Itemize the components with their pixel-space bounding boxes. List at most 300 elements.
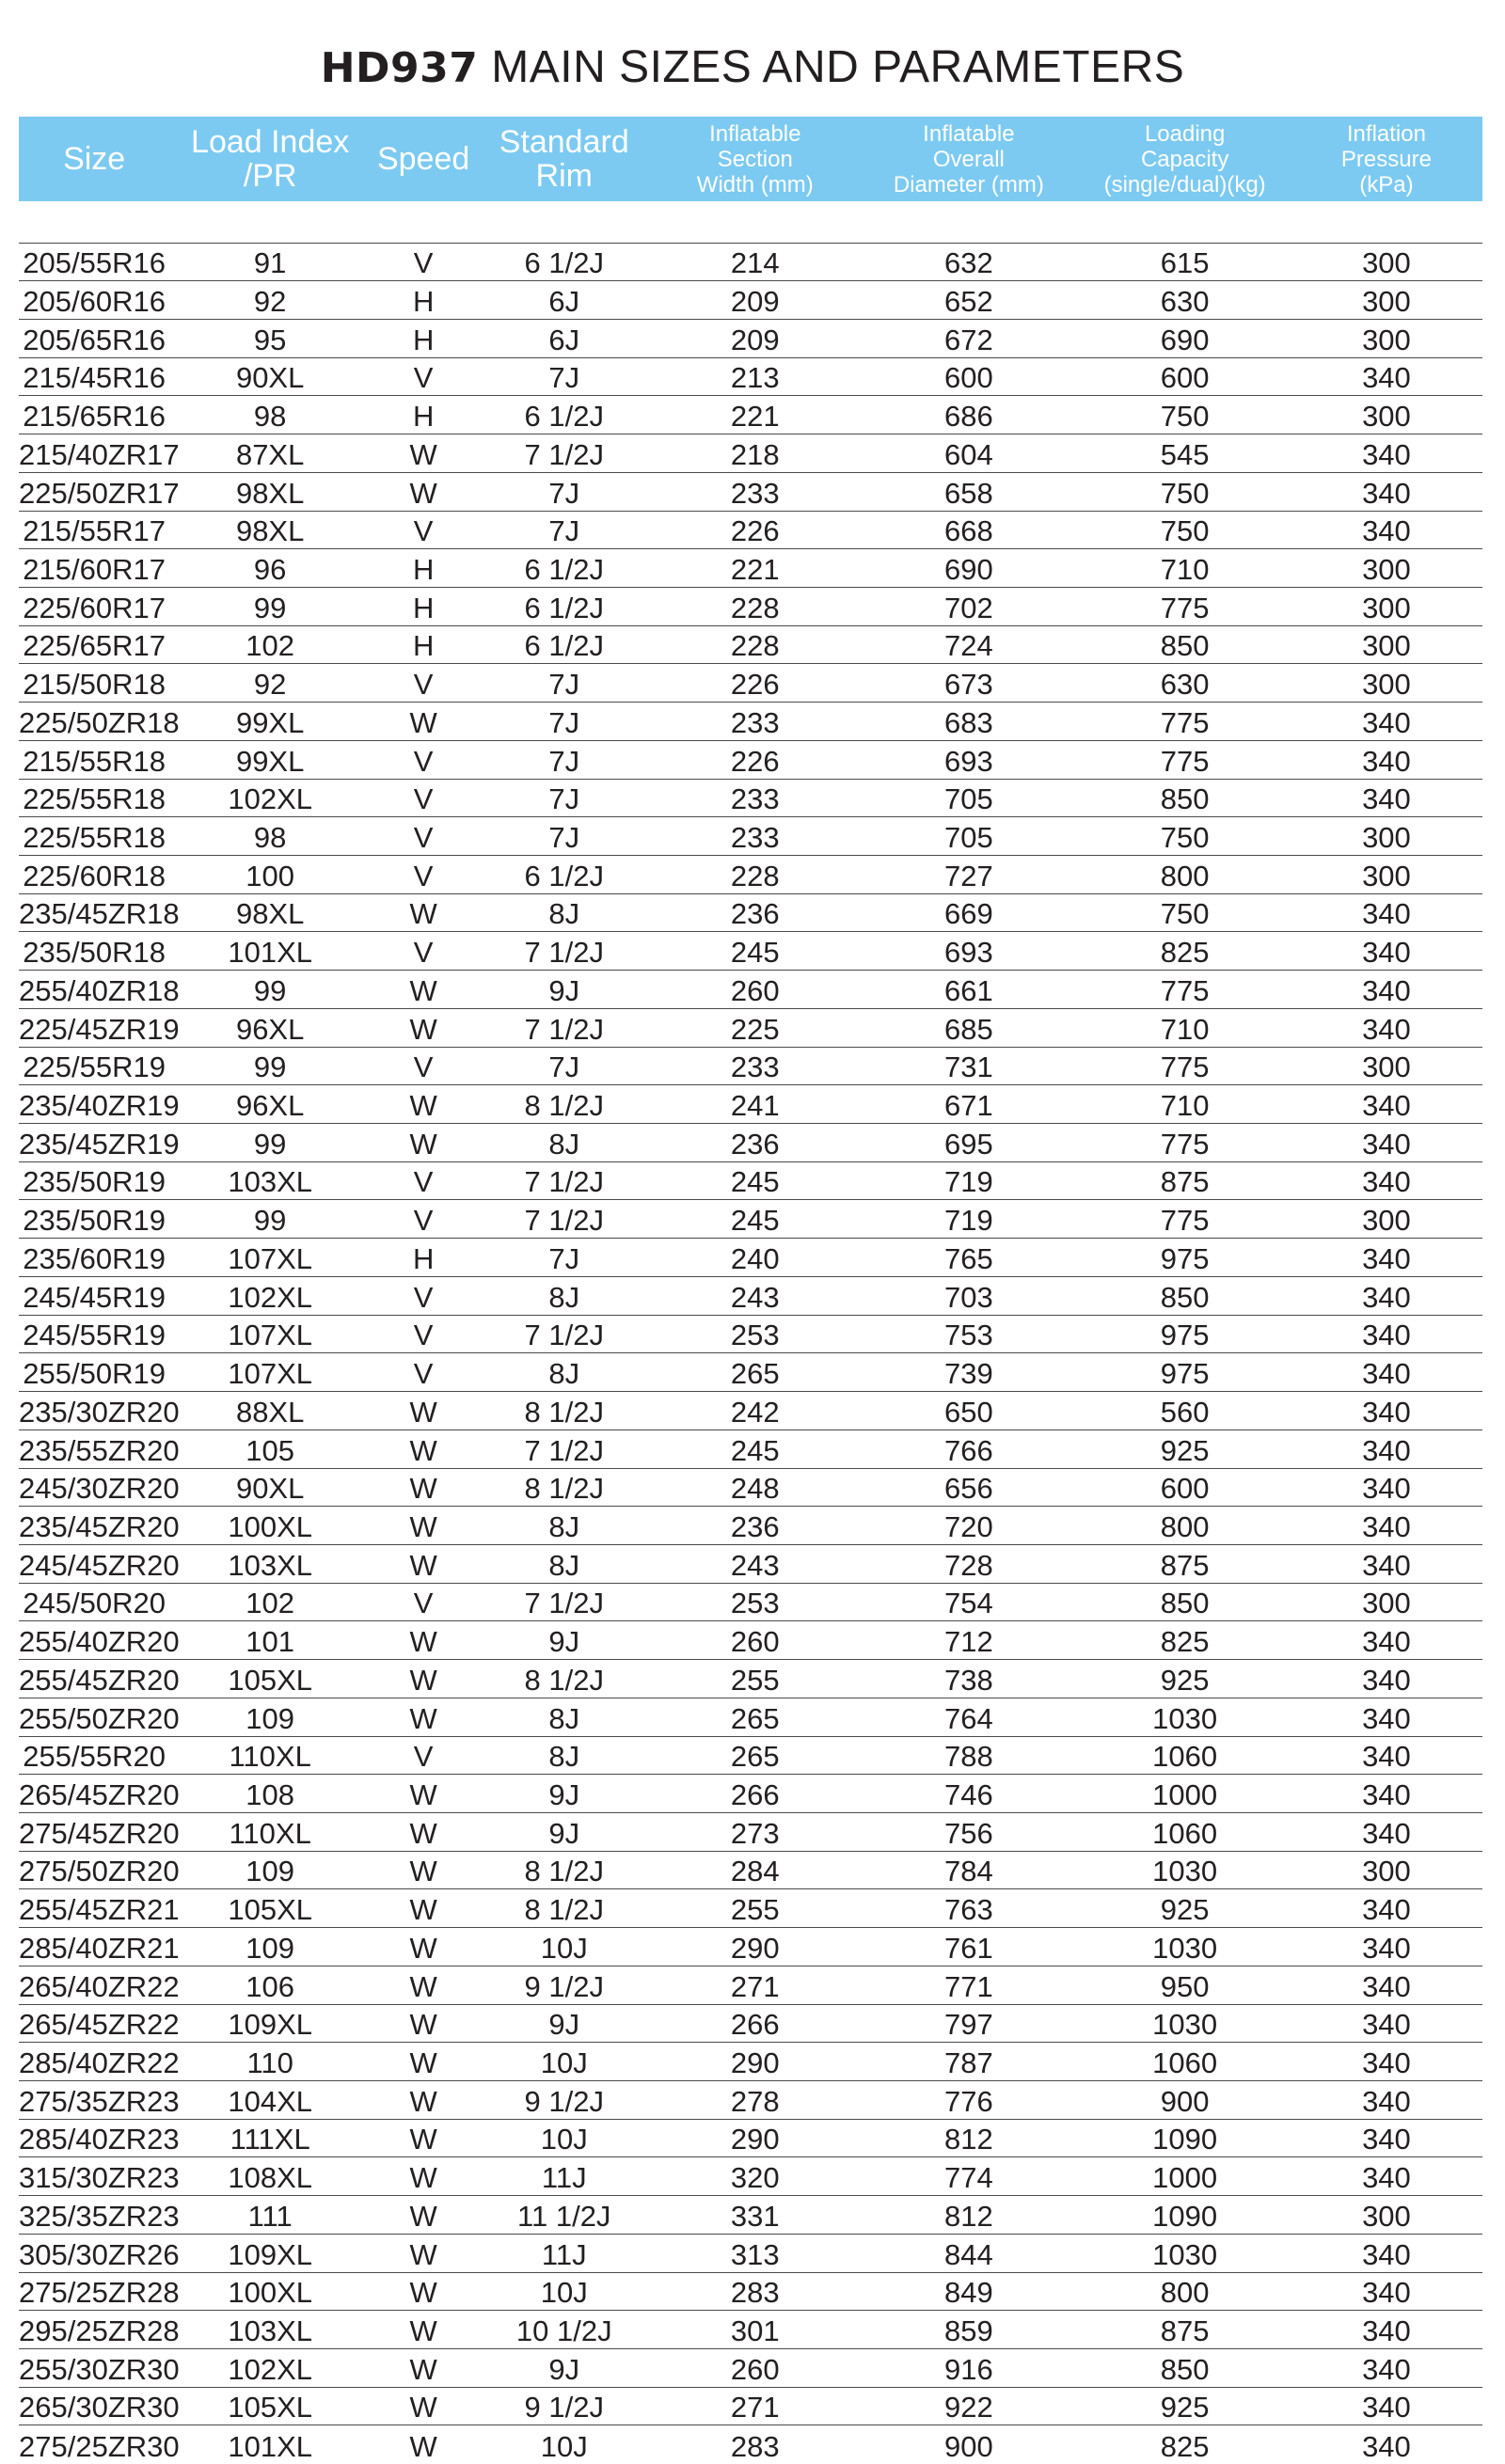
cell-inflation-pressure: 340 xyxy=(1291,1392,1482,1430)
cell-inflation-pressure: 300 xyxy=(1291,243,1482,281)
cell-standard-rim: 10J xyxy=(476,2272,652,2311)
cell-load-index: 100 xyxy=(169,856,371,894)
cell-inflation-pressure: 340 xyxy=(1291,2387,1482,2425)
cell-section-width: 214 xyxy=(652,243,858,281)
cell-loading-capacity: 750 xyxy=(1079,472,1290,511)
cell-overall-diameter: 683 xyxy=(858,703,1079,741)
cell-size: 275/50ZR20 xyxy=(19,1851,169,1889)
cell-load-index: 106 xyxy=(169,1966,371,2004)
cell-loading-capacity: 710 xyxy=(1079,549,1290,588)
cell-loading-capacity: 950 xyxy=(1079,1966,1290,2004)
cell-overall-diameter: 693 xyxy=(858,932,1079,971)
cell-load-index: 92 xyxy=(169,281,371,320)
table-row xyxy=(19,1468,1482,1507)
cell-speed: V xyxy=(371,511,476,549)
cell-standard-rim: 8 1/2J xyxy=(476,1851,652,1889)
cell-section-width: 284 xyxy=(652,1851,858,1889)
cell-overall-diameter: 844 xyxy=(858,2234,1079,2272)
header-row xyxy=(19,117,1482,201)
cell-inflation-pressure: 300 xyxy=(1291,319,1482,357)
cell-section-width: 313 xyxy=(652,2234,858,2272)
cell-loading-capacity: 630 xyxy=(1079,281,1290,320)
cell-standard-rim: 6J xyxy=(476,319,652,357)
table-row xyxy=(19,625,1482,664)
table-row xyxy=(19,2425,1482,2464)
cell-loading-capacity: 850 xyxy=(1079,2349,1290,2388)
cell-inflation-pressure: 340 xyxy=(1291,511,1482,549)
cell-overall-diameter: 784 xyxy=(858,1851,1079,1889)
cell-loading-capacity: 800 xyxy=(1079,856,1290,894)
table-row xyxy=(19,2311,1482,2349)
cell-load-index: 99 xyxy=(169,587,371,625)
cell-load-index: 105 xyxy=(169,1429,371,1468)
cell-overall-diameter: 764 xyxy=(858,1698,1079,1736)
cell-overall-diameter: 652 xyxy=(858,281,1079,320)
cell-load-index: 107XL xyxy=(169,1239,371,1277)
cell-standard-rim: 7 1/2J xyxy=(476,1161,652,1200)
cell-loading-capacity: 1030 xyxy=(1079,2234,1290,2272)
cell-loading-capacity: 775 xyxy=(1079,1200,1290,1239)
cell-loading-capacity: 615 xyxy=(1079,243,1290,281)
cell-inflation-pressure: 300 xyxy=(1291,664,1482,703)
cell-overall-diameter: 669 xyxy=(858,893,1079,932)
table-row xyxy=(19,2272,1482,2311)
cell-loading-capacity: 1060 xyxy=(1079,1812,1290,1851)
table-row xyxy=(19,319,1482,357)
cell-standard-rim: 9 1/2J xyxy=(476,2081,652,2120)
cell-size: 265/30ZR30 xyxy=(19,2387,169,2425)
cell-overall-diameter: 693 xyxy=(858,740,1079,779)
cell-section-width: 221 xyxy=(652,396,858,434)
cell-load-index: 110XL xyxy=(169,1812,371,1851)
cell-size: 255/30ZR30 xyxy=(19,2349,169,2388)
cell-speed: W xyxy=(371,1889,476,1928)
cell-loading-capacity: 1000 xyxy=(1079,2157,1290,2196)
cell-standard-rim: 7 1/2J xyxy=(476,1429,652,1468)
cell-load-index: 109 xyxy=(169,1928,371,1966)
cell-size: 275/45ZR20 xyxy=(19,1812,169,1851)
cell-size: 225/45ZR19 xyxy=(19,1008,169,1047)
cell-standard-rim: 8J xyxy=(476,1124,652,1162)
cell-standard-rim: 6J xyxy=(476,281,652,320)
cell-inflation-pressure: 340 xyxy=(1291,1736,1482,1775)
cell-standard-rim: 7J xyxy=(476,1239,652,1277)
column-header-line: (single/dual)(kg) xyxy=(1103,171,1266,197)
cell-speed: W xyxy=(371,1698,476,1736)
cell-load-index: 102XL xyxy=(169,2349,371,2388)
cell-inflation-pressure: 340 xyxy=(1291,2349,1482,2388)
title-text: MAIN SIZES AND PARAMETERS xyxy=(491,42,1185,92)
table-row xyxy=(19,2081,1482,2120)
cell-standard-rim: 8J xyxy=(476,1544,652,1583)
cell-speed: W xyxy=(371,2387,476,2425)
cell-speed: W xyxy=(371,2157,476,2196)
cell-load-index: 105XL xyxy=(169,1660,371,1698)
table-row xyxy=(19,664,1482,703)
column-header-line: Width (mm) xyxy=(696,171,814,197)
cell-section-width: 290 xyxy=(652,2119,858,2157)
cell-load-index: 109XL xyxy=(169,2234,371,2272)
cell-standard-rim: 6 1/2J xyxy=(476,856,652,894)
table-row xyxy=(19,1353,1482,1392)
cell-load-index: 99XL xyxy=(169,740,371,779)
cell-load-index: 109 xyxy=(169,1851,371,1889)
cell-size: 235/50R19 xyxy=(19,1200,169,1239)
cell-size: 255/45ZR20 xyxy=(19,1660,169,1698)
cell-section-width: 260 xyxy=(652,1621,858,1660)
cell-inflation-pressure: 340 xyxy=(1291,357,1482,396)
table-row xyxy=(19,2157,1482,2196)
cell-section-width: 221 xyxy=(652,549,858,588)
cell-speed: W xyxy=(371,2119,476,2157)
cell-loading-capacity: 775 xyxy=(1079,703,1290,741)
cell-section-width: 240 xyxy=(652,1239,858,1277)
cell-inflation-pressure: 340 xyxy=(1291,434,1482,473)
cell-section-width: 266 xyxy=(652,2004,858,2043)
cell-size: 235/50R18 xyxy=(19,932,169,971)
cell-overall-diameter: 702 xyxy=(858,587,1079,625)
cell-loading-capacity: 875 xyxy=(1079,1161,1290,1200)
cell-loading-capacity: 1030 xyxy=(1079,2004,1290,2043)
sizes-parameters-table xyxy=(19,117,1482,2464)
cell-standard-rim: 8J xyxy=(476,1698,652,1736)
cell-loading-capacity: 600 xyxy=(1079,357,1290,396)
cell-section-width: 228 xyxy=(652,856,858,894)
cell-loading-capacity: 850 xyxy=(1079,1276,1290,1315)
table-row xyxy=(19,1583,1482,1621)
cell-section-width: 301 xyxy=(652,2311,858,2349)
cell-overall-diameter: 604 xyxy=(858,434,1079,473)
cell-overall-diameter: 776 xyxy=(858,2081,1079,2120)
cell-loading-capacity: 1090 xyxy=(1079,2119,1290,2157)
cell-standard-rim: 7J xyxy=(476,1047,652,1085)
cell-load-index: 111XL xyxy=(169,2119,371,2157)
cell-standard-rim: 9J xyxy=(476,971,652,1009)
cell-standard-rim: 7J xyxy=(476,817,652,856)
cell-loading-capacity: 775 xyxy=(1079,740,1290,779)
cell-overall-diameter: 686 xyxy=(858,396,1079,434)
cell-speed: H xyxy=(371,319,476,357)
table-row xyxy=(19,932,1482,971)
cell-load-index: 99 xyxy=(169,1200,371,1239)
table-row xyxy=(19,779,1482,817)
cell-loading-capacity: 1090 xyxy=(1079,2196,1290,2235)
cell-section-width: 233 xyxy=(652,817,858,856)
cell-overall-diameter: 812 xyxy=(858,2196,1079,2235)
cell-loading-capacity: 1000 xyxy=(1079,1775,1290,1813)
cell-section-width: 209 xyxy=(652,319,858,357)
cell-overall-diameter: 812 xyxy=(858,2119,1079,2157)
cell-load-index: 98XL xyxy=(169,893,371,932)
cell-standard-rim: 7 1/2J xyxy=(476,1008,652,1047)
cell-size: 235/60R19 xyxy=(19,1239,169,1277)
cell-speed: H xyxy=(371,625,476,664)
cell-standard-rim: 9 1/2J xyxy=(476,1966,652,2004)
cell-inflation-pressure: 340 xyxy=(1291,1276,1482,1315)
cell-inflation-pressure: 340 xyxy=(1291,779,1482,817)
cell-size: 235/50R19 xyxy=(19,1161,169,1200)
column-header-line: Loading xyxy=(1144,120,1226,147)
cell-standard-rim: 8 1/2J xyxy=(476,1889,652,1928)
cell-standard-rim: 7J xyxy=(476,472,652,511)
cell-load-index: 101 xyxy=(169,1621,371,1660)
cell-section-width: 255 xyxy=(652,1660,858,1698)
cell-size: 255/55R20 xyxy=(19,1736,169,1775)
cell-section-width: 243 xyxy=(652,1544,858,1583)
cell-overall-diameter: 650 xyxy=(858,1392,1079,1430)
cell-size: 235/45ZR20 xyxy=(19,1507,169,1545)
cell-speed: H xyxy=(371,587,476,625)
cell-load-index: 108XL xyxy=(169,2157,371,2196)
cell-inflation-pressure: 340 xyxy=(1291,472,1482,511)
cell-size: 215/55R18 xyxy=(19,740,169,779)
cell-size: 225/55R19 xyxy=(19,1047,169,1085)
cell-speed: V xyxy=(371,740,476,779)
cell-size: 245/45ZR20 xyxy=(19,1544,169,1583)
cell-overall-diameter: 672 xyxy=(858,319,1079,357)
cell-speed: V xyxy=(371,357,476,396)
cell-loading-capacity: 975 xyxy=(1079,1315,1290,1353)
cell-inflation-pressure: 340 xyxy=(1291,2043,1482,2081)
cell-standard-rim: 7 1/2J xyxy=(476,1200,652,1239)
cell-standard-rim: 9J xyxy=(476,2004,652,2043)
cell-size: 215/40ZR17 xyxy=(19,434,169,473)
cell-size: 255/45ZR21 xyxy=(19,1889,169,1928)
cell-loading-capacity: 825 xyxy=(1160,2429,1210,2463)
cell-load-index: 92 xyxy=(169,664,371,703)
cell-size: 315/30ZR23 xyxy=(19,2157,169,2196)
column-header-size xyxy=(19,117,169,201)
table-row xyxy=(19,1621,1482,1660)
cell-loading-capacity: 775 xyxy=(1079,587,1290,625)
table-row xyxy=(19,1392,1482,1430)
column-header-line: Inflatable xyxy=(709,120,801,147)
cell-speed: V xyxy=(371,243,476,281)
cell-overall-diameter: 787 xyxy=(858,2043,1079,2081)
cell-overall-diameter: 765 xyxy=(858,1239,1079,1277)
column-header-section-width xyxy=(652,117,858,201)
cell-overall-diameter: 703 xyxy=(858,1276,1079,1315)
cell-loading-capacity: 750 xyxy=(1079,817,1290,856)
table-row xyxy=(19,1736,1482,1775)
cell-inflation-pressure: 300 xyxy=(1291,2196,1482,2235)
cell-speed: W xyxy=(371,1812,476,1851)
cell-loading-capacity: 690 xyxy=(1079,319,1290,357)
cell-speed: W xyxy=(371,1775,476,1813)
cell-standard-rim: 7 1/2J xyxy=(476,434,652,473)
cell-standard-rim: 9J xyxy=(476,2349,652,2388)
cell-inflation-pressure: 340 xyxy=(1291,2234,1482,2272)
cell-load-index: 102 xyxy=(169,1583,371,1621)
cell-standard-rim: 8 1/2J xyxy=(476,1392,652,1430)
cell-standard-rim: 9 1/2J xyxy=(476,2387,652,2425)
cell-inflation-pressure: 300 xyxy=(1291,1047,1482,1085)
cell-size: 265/45ZR22 xyxy=(19,2004,169,2043)
column-header-line: Section xyxy=(717,146,793,172)
cell-inflation-pressure: 300 xyxy=(1291,817,1482,856)
cell-overall-diameter: 739 xyxy=(858,1353,1079,1392)
cell-loading-capacity: 1060 xyxy=(1079,1736,1290,1775)
cell-overall-diameter: 731 xyxy=(858,1047,1079,1085)
cell-standard-rim: 10J xyxy=(540,2429,588,2463)
cell-loading-capacity: 750 xyxy=(1079,396,1290,434)
table-row xyxy=(19,2119,1482,2157)
column-header-speed xyxy=(371,117,476,201)
cell-load-index: 100XL xyxy=(169,1507,371,1545)
table-row xyxy=(19,1315,1482,1353)
cell-speed: V xyxy=(371,1353,476,1392)
cell-size: 255/40ZR20 xyxy=(19,1621,169,1660)
cell-section-width: 228 xyxy=(652,625,858,664)
cell-speed: W xyxy=(371,2043,476,2081)
cell-overall-diameter: 673 xyxy=(858,664,1079,703)
cell-standard-rim: 8J xyxy=(476,1353,652,1392)
model-name: HD937 xyxy=(320,44,479,92)
cell-inflation-pressure: 340 xyxy=(1291,1544,1482,1583)
cell-inflation-pressure: 340 xyxy=(1291,1239,1482,1277)
cell-section-width: 320 xyxy=(652,2157,858,2196)
cell-loading-capacity: 975 xyxy=(1079,1353,1290,1392)
cell-inflation-pressure: 300 xyxy=(1291,1200,1482,1239)
cell-section-width: 245 xyxy=(652,932,858,971)
cell-speed: W xyxy=(409,2429,437,2463)
cell-loading-capacity: 925 xyxy=(1079,1429,1290,1468)
cell-standard-rim: 7 1/2J xyxy=(476,1583,652,1621)
cell-load-index: 96XL xyxy=(169,1008,371,1047)
cell-load-index: 90XL xyxy=(169,357,371,396)
cell-overall-diameter: 746 xyxy=(858,1775,1079,1813)
cell-section-width: 233 xyxy=(652,472,858,511)
cell-loading-capacity: 875 xyxy=(1079,1544,1290,1583)
table-row xyxy=(19,396,1482,434)
table-row xyxy=(19,1928,1482,1966)
cell-load-index: 98XL xyxy=(169,511,371,549)
table-row xyxy=(19,1239,1482,1277)
cell-section-width: 260 xyxy=(652,971,858,1009)
column-header-inflation-pressure xyxy=(1291,117,1482,201)
cell-inflation-pressure: 340 xyxy=(1291,971,1482,1009)
cell-speed: H xyxy=(371,396,476,434)
cell-standard-rim: 6 1/2J xyxy=(476,587,652,625)
cell-speed: W xyxy=(371,434,476,473)
cell-section-width: 253 xyxy=(652,1583,858,1621)
cell-size: 225/60R18 xyxy=(19,856,169,894)
cell-size: 205/65R16 xyxy=(19,319,169,357)
cell-standard-rim: 7J xyxy=(476,511,652,549)
cell-standard-rim: 11 1/2J xyxy=(476,2196,652,2235)
cell-speed: V xyxy=(371,856,476,894)
table-row xyxy=(19,1660,1482,1698)
cell-section-width: 243 xyxy=(652,1276,858,1315)
cell-speed: W xyxy=(371,2196,476,2235)
cell-overall-diameter: 600 xyxy=(858,357,1079,396)
table-row xyxy=(19,357,1482,396)
cell-overall-diameter: 685 xyxy=(858,1008,1079,1047)
cell-size: 265/45ZR20 xyxy=(19,1775,169,1813)
cell-size: 245/30ZR20 xyxy=(19,1468,169,1507)
cell-inflation-pressure: 340 xyxy=(1291,1429,1482,1468)
cell-speed: W xyxy=(371,1008,476,1047)
column-header-standard-rim xyxy=(476,117,652,201)
cell-overall-diameter: 774 xyxy=(858,2157,1079,2196)
cell-section-width: 248 xyxy=(652,1468,858,1507)
cell-load-index: 103XL xyxy=(169,1161,371,1200)
cell-size: 235/45ZR18 xyxy=(19,893,169,932)
cell-standard-rim: 8 1/2J xyxy=(476,1468,652,1507)
cell-size: 235/30ZR20 xyxy=(19,1392,169,1430)
cell-speed: W xyxy=(371,1660,476,1698)
cell-size: 215/50R18 xyxy=(19,664,169,703)
cell-section-width: 233 xyxy=(652,1047,858,1085)
cell-inflation-pressure: 340 xyxy=(1291,2119,1482,2157)
cell-overall-diameter: 724 xyxy=(858,625,1079,664)
cell-size: 215/60R17 xyxy=(19,549,169,588)
cell-standard-rim: 7J xyxy=(476,779,652,817)
cell-loading-capacity: 850 xyxy=(1079,779,1290,817)
cell-standard-rim: 9J xyxy=(476,1775,652,1813)
table-row xyxy=(19,2234,1482,2272)
cell-speed: W xyxy=(371,971,476,1009)
cell-loading-capacity: 850 xyxy=(1079,625,1290,664)
cell-overall-diameter: 797 xyxy=(858,2004,1079,2043)
cell-overall-diameter: 661 xyxy=(858,971,1079,1009)
cell-section-width: 290 xyxy=(652,1928,858,1966)
table-row xyxy=(19,281,1482,320)
cell-section-width: 283 xyxy=(730,2429,780,2463)
cell-section-width: 265 xyxy=(652,1736,858,1775)
cell-section-width: 278 xyxy=(652,2081,858,2120)
cell-section-width: 290 xyxy=(652,2043,858,2081)
cell-standard-rim: 9J xyxy=(476,1621,652,1660)
cell-overall-diameter: 763 xyxy=(858,1889,1079,1928)
cell-section-width: 271 xyxy=(652,2387,858,2425)
column-header-load-index xyxy=(169,117,371,201)
cell-standard-rim: 7J xyxy=(476,357,652,396)
table-row xyxy=(19,511,1482,549)
cell-size: 245/50R20 xyxy=(19,1583,169,1621)
table-row xyxy=(19,434,1482,473)
cell-size: 285/40ZR23 xyxy=(19,2119,169,2157)
column-header-overall-diameter xyxy=(858,117,1079,201)
cell-section-width: 271 xyxy=(652,1966,858,2004)
table-row xyxy=(19,1161,1482,1200)
cell-section-width: 242 xyxy=(652,1392,858,1430)
table-row xyxy=(19,971,1482,1009)
column-header-line: Pressure xyxy=(1340,146,1432,172)
cell-overall-diameter: 728 xyxy=(858,1544,1079,1583)
cell-overall-diameter: 720 xyxy=(858,1507,1079,1545)
cell-overall-diameter: 719 xyxy=(858,1161,1079,1200)
cell-size: 235/40ZR19 xyxy=(19,1085,169,1124)
column-header-line: Rim xyxy=(535,158,593,194)
column-header-loading-capacity xyxy=(1079,117,1290,201)
cell-size: 225/55R18 xyxy=(19,779,169,817)
table-row xyxy=(19,549,1482,588)
cell-standard-rim: 7 1/2J xyxy=(476,1315,652,1353)
cell-size: 265/40ZR22 xyxy=(19,1966,169,2004)
cell-section-width: 253 xyxy=(652,1315,858,1353)
cell-speed: V xyxy=(371,664,476,703)
cell-speed: W xyxy=(371,1928,476,1966)
cell-load-index: 95 xyxy=(169,319,371,357)
header-spacer xyxy=(19,201,1482,243)
cell-section-width: 241 xyxy=(652,1085,858,1124)
cell-load-index: 98 xyxy=(169,396,371,434)
cell-load-index: 99XL xyxy=(169,703,371,741)
cell-overall-diameter: 900 xyxy=(944,2429,993,2463)
cell-size: 215/55R17 xyxy=(19,511,169,549)
cell-inflation-pressure: 340 xyxy=(1291,703,1482,741)
